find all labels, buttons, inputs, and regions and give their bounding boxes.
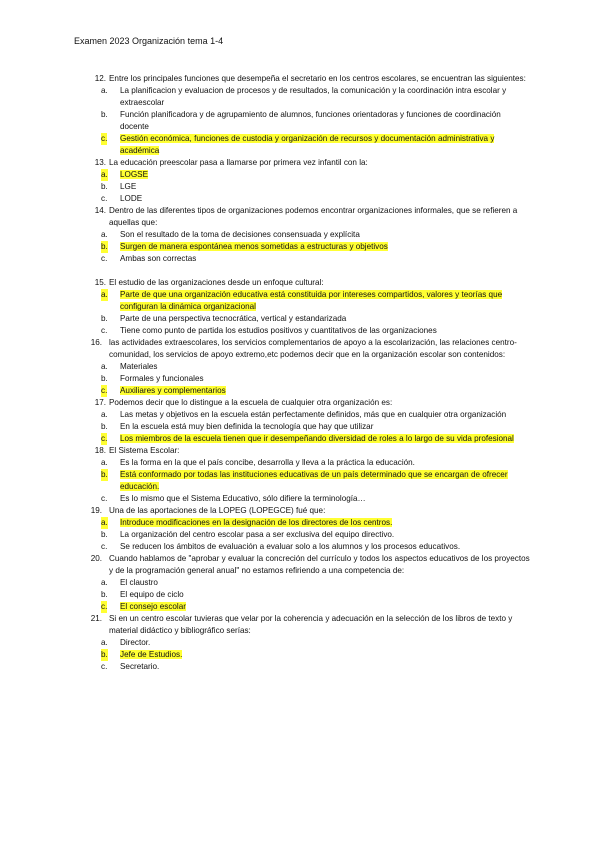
question-text xyxy=(84,205,530,229)
question-block xyxy=(84,205,530,265)
option-text: Parte de una perspectiva tecnocrática, vertical y estandarizada xyxy=(120,314,347,323)
question-number: 19. xyxy=(90,506,102,515)
option-letter: c. xyxy=(101,602,108,611)
question-stem: Una de las aportaciones de la LOPEG (LOPEGCE) fué que: xyxy=(109,506,326,515)
question-stem: Si en un centro escolar tuvieras que velar por la coherencia y adecuación en la selección de los libros de texto y material didáctico y bibliográfico serías: xyxy=(109,614,513,635)
question-text xyxy=(84,445,530,457)
option-letter: c. xyxy=(101,494,108,503)
answer-option-correct xyxy=(84,433,530,445)
question-stem: El estudio de las organizaciones desde un enfoque cultural: xyxy=(109,278,324,287)
option-text: Es la forma en la que el país concibe, desarrolla y lleva a la práctica la educación. xyxy=(120,458,415,467)
option-letter: a. xyxy=(101,86,108,95)
option-letter: b. xyxy=(101,470,108,479)
question-text xyxy=(84,337,530,361)
highlighted-answer-text: Auxiliares y complementarios xyxy=(120,386,226,395)
option-text: Materiales xyxy=(120,362,158,371)
question-text xyxy=(84,157,530,169)
option-text: Director. xyxy=(120,638,151,647)
answer-option-correct xyxy=(84,649,530,661)
highlighted-answer-text: Parte de que una organización educativa está constituida por intereses compartidos, valores y teorías que configuran la dinámica organizacional xyxy=(120,290,503,311)
question-block xyxy=(84,73,530,157)
highlighted-answer-text: Introduce modificaciones en la designación de los directores de los centros. xyxy=(120,518,393,527)
answer-option xyxy=(84,421,530,433)
option-text: LODE xyxy=(120,194,143,203)
question-list xyxy=(84,73,530,673)
answer-option-correct xyxy=(84,385,530,397)
question-number: 14. xyxy=(94,206,106,215)
answer-option-correct xyxy=(84,133,530,157)
option-text: Tiene como punto de partida los estudios positivos y cuantitativos de las organizaciones xyxy=(120,326,437,335)
answer-option xyxy=(84,85,530,109)
option-text: Se reducen los ámbitos de evaluación a evaluar solo a los alumnos y los procesos educativos. xyxy=(120,542,461,551)
question-stem: Podemos decir que lo distingue a la escuela de cualquier otra organización es: xyxy=(109,398,393,407)
answer-option-correct xyxy=(84,517,530,529)
question-number: 20. xyxy=(90,554,102,563)
option-letter: b. xyxy=(101,314,108,323)
question-block xyxy=(84,277,530,337)
question-number: 17. xyxy=(94,398,106,407)
answer-option xyxy=(84,541,530,553)
question-number: 18. xyxy=(94,446,106,455)
question-number: 21. xyxy=(90,614,102,623)
option-letter: b. xyxy=(101,422,108,431)
option-text: El claustro xyxy=(120,578,158,587)
answer-option-correct xyxy=(84,289,530,313)
option-letter: b. xyxy=(101,110,108,119)
highlighted-answer-text: Jefe de Estudios. xyxy=(120,650,183,659)
question-stem: El Sistema Escolar: xyxy=(109,446,180,455)
question-text xyxy=(84,277,530,289)
option-letter: a. xyxy=(101,362,108,371)
answer-option xyxy=(84,181,530,193)
question-stem: La educación preescolar pasa a llamarse por primera vez infantil con la: xyxy=(109,158,368,167)
question-number: 12. xyxy=(94,74,106,83)
highlighted-answer-text: Surgen de manera espontánea menos sometidas a estructuras y objetivos xyxy=(120,242,388,251)
answer-option-correct xyxy=(84,169,530,181)
question-stem: Cuando hablamos de "aprobar y evaluar la concreción del currículo y todos los aspectos educativos de los proyectos y de la programación general anual" no estamos refiriendo a una competencia de: xyxy=(109,554,530,575)
question-block xyxy=(84,505,530,553)
option-letter: c. xyxy=(101,434,108,443)
option-letter: c. xyxy=(101,326,108,335)
answer-option xyxy=(84,409,530,421)
question-stem: las actividades extraescolares, los servicios complementarios de apoyo a la escolarización, las relaciones centro-comunidad, los servicios de apoyo extremo,etc podemos decir que en la organización escolar son contenidos: xyxy=(109,338,517,359)
answer-option xyxy=(84,313,530,325)
highlighted-answer-text: Gestión económica, funciones de custodia y organización de recursos y documentación administrativa y académica xyxy=(120,134,495,155)
option-text: Función planificadora y de agrupamiento de alumnos, funciones orientadoras y funciones de coordinación docente xyxy=(120,110,501,131)
option-letter: c. xyxy=(101,662,108,671)
option-text: Formales y funcionales xyxy=(120,374,204,383)
option-letter: b. xyxy=(101,242,108,251)
answer-option xyxy=(84,457,530,469)
question-stem: Entre los principales funciones que desempeña el secretario en los centros escolares, se encuentran las siguientes: xyxy=(109,74,526,83)
highlighted-answer-text: LOGSE xyxy=(120,170,148,179)
answer-option xyxy=(84,529,530,541)
question-block xyxy=(84,397,530,445)
option-letter: c. xyxy=(101,386,108,395)
answer-option xyxy=(84,637,530,649)
option-letter: a. xyxy=(101,458,108,467)
answer-option xyxy=(84,493,530,505)
highlighted-answer-text: El consejo escolar xyxy=(120,602,186,611)
question-text xyxy=(84,73,530,85)
answer-option xyxy=(84,193,530,205)
option-text: En la escuela está muy bien definida la tecnología que hay que utilizar xyxy=(120,422,374,431)
highlighted-answer-text: Los miembros de la escuela tienen que ir desempeñando diversidad de roles a lo largo de su vida profesional xyxy=(120,434,514,443)
document-header xyxy=(74,36,223,46)
question-number: 13. xyxy=(94,158,106,167)
answer-option xyxy=(84,577,530,589)
question-text xyxy=(84,397,530,409)
answer-option-correct xyxy=(84,601,530,613)
question-block xyxy=(84,553,530,613)
answer-option xyxy=(84,589,530,601)
question-block xyxy=(84,157,530,205)
question-block xyxy=(84,337,530,397)
question-number: 16. xyxy=(90,338,102,347)
option-text: Las metas y objetivos en la escuela están perfectamente definidos, más que en cualquier otra organización xyxy=(120,410,507,419)
answer-option xyxy=(84,109,530,133)
option-letter: c. xyxy=(101,134,108,143)
highlighted-answer-text: Está conformado por todas las instituciones educativas de un país determinado que se encargan de ofrecer educación. xyxy=(120,470,508,491)
question-block xyxy=(84,445,530,505)
question-stem: Dentro de las diferentes tipos de organizaciones podemos encontrar organizaciones informales, que se refieren a aquellas que: xyxy=(109,206,518,227)
answer-option xyxy=(84,325,530,337)
option-text: LGE xyxy=(120,182,137,191)
answer-option xyxy=(84,361,530,373)
answer-option-correct xyxy=(84,469,530,493)
option-letter: a. xyxy=(101,170,108,179)
answer-option xyxy=(84,373,530,385)
option-letter: c. xyxy=(101,254,108,263)
option-text: Es lo mismo que el Sistema Educativo, sólo difiere la terminología… xyxy=(120,494,366,503)
option-text: Son el resultado de la toma de decisiones consensuada y explícita xyxy=(120,230,360,239)
answer-option xyxy=(84,661,530,673)
question-text xyxy=(84,553,530,577)
option-letter: a. xyxy=(101,290,108,299)
answer-option xyxy=(84,253,530,265)
option-letter: a. xyxy=(101,410,108,419)
option-text: Ambas son correctas xyxy=(120,254,197,263)
document-title: Examen 2023 Organización tema 1-4 xyxy=(74,36,224,46)
option-letter: a. xyxy=(101,638,108,647)
question-block xyxy=(84,613,530,673)
answer-option-correct xyxy=(84,241,530,253)
option-letter: b. xyxy=(101,374,108,383)
option-text: La planificacion y evaluacion de procesos y de resultados, la comunicación y la coordinación intra escolar y extraescolar xyxy=(120,86,507,107)
option-text: Secretario. xyxy=(120,662,160,671)
option-letter: b. xyxy=(101,182,108,191)
option-text: La organización del centro escolar pasa a ser exclusiva del equipo directivo. xyxy=(120,530,395,539)
answer-option xyxy=(84,229,530,241)
option-letter: b. xyxy=(101,590,108,599)
option-letter: c. xyxy=(101,194,108,203)
option-letter: c. xyxy=(101,542,108,551)
question-text xyxy=(84,613,530,637)
question-number: 15. xyxy=(94,278,106,287)
option-letter: b. xyxy=(101,530,108,539)
option-letter: a. xyxy=(101,578,108,587)
option-text: El equipo de ciclo xyxy=(120,590,184,599)
option-letter: a. xyxy=(101,518,108,527)
option-letter: b. xyxy=(101,650,108,659)
option-letter: a. xyxy=(101,230,108,239)
question-text xyxy=(84,505,530,517)
